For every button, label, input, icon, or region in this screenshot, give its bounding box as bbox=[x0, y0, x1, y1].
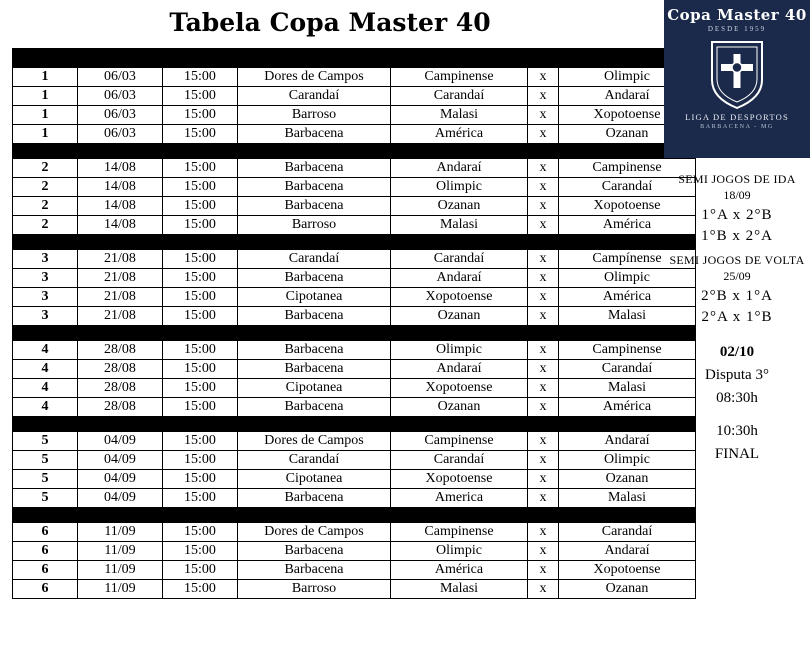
final-time: 10:30h bbox=[716, 423, 758, 439]
cell-visitante: Campínense bbox=[559, 250, 696, 269]
column-header-data: Data bbox=[78, 49, 163, 68]
table-row bbox=[13, 470, 696, 489]
column-header-hora: Hora bbox=[163, 49, 238, 68]
table-row bbox=[13, 561, 696, 580]
cell-mandante: Carandaí bbox=[391, 87, 528, 106]
cell-rodada: 3 bbox=[13, 250, 78, 269]
cell-x: x bbox=[528, 159, 559, 178]
cell-x: x bbox=[528, 106, 559, 125]
semifinal-ida-match-2: 1°B x 2°A bbox=[701, 228, 773, 244]
cell-local: Barbacena bbox=[238, 269, 391, 288]
cell-hora: 15:00 bbox=[163, 523, 238, 542]
cell-mandante: Campinense bbox=[391, 68, 528, 87]
playoffs-panel bbox=[664, 164, 810, 463]
cell-hora: 15:00 bbox=[163, 542, 238, 561]
cell-x: x bbox=[528, 580, 559, 599]
cell-hora: 15:00 bbox=[163, 470, 238, 489]
cell-local: Carandaí bbox=[238, 87, 391, 106]
cell-mandante: Malasi bbox=[391, 580, 528, 599]
cell-mandante: Andaraí bbox=[391, 269, 528, 288]
cell-visitante: Ozanan bbox=[559, 580, 696, 599]
cell-visitante: Ozanan bbox=[559, 470, 696, 489]
cell-rodada: 4 bbox=[13, 398, 78, 417]
cell-local: Carandaí bbox=[238, 451, 391, 470]
cell-data: 14/08 bbox=[78, 216, 163, 235]
cell-hora: 15:00 bbox=[163, 197, 238, 216]
cell-x: x bbox=[528, 542, 559, 561]
table-row bbox=[13, 523, 696, 542]
cell-mandante: América bbox=[391, 125, 528, 144]
cell-x: x bbox=[528, 341, 559, 360]
cell-local: Barbacena bbox=[238, 159, 391, 178]
group-separator-cell bbox=[13, 235, 696, 250]
cell-hora: 15:00 bbox=[163, 288, 238, 307]
logo-league: LIGA DE DESPORTOS bbox=[685, 112, 789, 122]
third-place-label: Disputa 3° bbox=[705, 367, 769, 383]
cell-data: 04/09 bbox=[78, 432, 163, 451]
cell-hora: 15:00 bbox=[163, 159, 238, 178]
cell-hora: 15:00 bbox=[163, 432, 238, 451]
cell-visitante: Malasi bbox=[559, 379, 696, 398]
semifinal-ida-date: 18/09 bbox=[723, 188, 751, 202]
cell-hora: 15:00 bbox=[163, 178, 238, 197]
cell-x: x bbox=[528, 68, 559, 87]
schedule-table bbox=[12, 48, 696, 599]
group-separator-cell bbox=[13, 144, 696, 159]
cell-local: Barbacena bbox=[238, 125, 391, 144]
cell-visitante: Campinense bbox=[559, 341, 696, 360]
cell-rodada: 2 bbox=[13, 159, 78, 178]
cell-data: 21/08 bbox=[78, 307, 163, 326]
semifinal-ida-title: SEMI JOGOS DE IDA bbox=[678, 172, 796, 186]
cell-mandante: Xopotoense bbox=[391, 470, 528, 489]
table-row bbox=[13, 288, 696, 307]
cell-visitante: Xopotoense bbox=[559, 106, 696, 125]
cell-x: x bbox=[528, 561, 559, 580]
group-separator bbox=[13, 417, 696, 432]
cell-mandante: Malasi bbox=[391, 216, 528, 235]
table-row bbox=[13, 125, 696, 144]
cell-local: Dores de Campos bbox=[238, 432, 391, 451]
cell-x: x bbox=[528, 360, 559, 379]
cell-local: Cipotanea bbox=[238, 288, 391, 307]
cell-local: Barbacena bbox=[238, 341, 391, 360]
cell-visitante: Olimpic bbox=[559, 68, 696, 87]
table-row bbox=[13, 307, 696, 326]
cell-data: 28/08 bbox=[78, 360, 163, 379]
cell-visitante: Campinense bbox=[559, 159, 696, 178]
group-separator bbox=[13, 326, 696, 341]
cell-hora: 15:00 bbox=[163, 379, 238, 398]
cell-visitante: Carandaí bbox=[559, 523, 696, 542]
cell-local: Barbacena bbox=[238, 489, 391, 508]
page-title: Tabela Copa Master 40 bbox=[169, 8, 491, 37]
column-header-x: x bbox=[528, 49, 559, 68]
cell-rodada: 5 bbox=[13, 432, 78, 451]
logo-city: BARBACENA - MG bbox=[700, 124, 774, 130]
cell-local: Barbacena bbox=[238, 398, 391, 417]
cell-local: Barbacena bbox=[238, 307, 391, 326]
table-row bbox=[13, 178, 696, 197]
cell-x: x bbox=[528, 197, 559, 216]
cell-mandante: Ozanan bbox=[391, 307, 528, 326]
cell-data: 06/03 bbox=[78, 87, 163, 106]
cell-x: x bbox=[528, 523, 559, 542]
cell-mandante: America bbox=[391, 489, 528, 508]
table-row bbox=[13, 398, 696, 417]
cell-data: 06/03 bbox=[78, 68, 163, 87]
crest-icon bbox=[706, 36, 768, 110]
cell-data: 14/08 bbox=[78, 178, 163, 197]
cell-mandante: Andaraí bbox=[391, 360, 528, 379]
cell-data: 28/08 bbox=[78, 341, 163, 360]
cell-visitante: Ozanan bbox=[559, 125, 696, 144]
table-row bbox=[13, 68, 696, 87]
cell-data: 04/09 bbox=[78, 489, 163, 508]
cell-x: x bbox=[528, 489, 559, 508]
cell-local: Barbacena bbox=[238, 360, 391, 379]
column-header-mandante: Mandante bbox=[391, 49, 528, 68]
cell-hora: 15:00 bbox=[163, 398, 238, 417]
cell-rodada: 4 bbox=[13, 360, 78, 379]
cell-data: 11/09 bbox=[78, 561, 163, 580]
cell-rodada: 1 bbox=[13, 68, 78, 87]
cell-visitante: Olimpic bbox=[559, 269, 696, 288]
cell-local: Cipotanea bbox=[238, 379, 391, 398]
cell-data: 28/08 bbox=[78, 398, 163, 417]
cell-hora: 15:00 bbox=[163, 269, 238, 288]
cell-x: x bbox=[528, 451, 559, 470]
cell-data: 21/08 bbox=[78, 288, 163, 307]
cell-data: 06/03 bbox=[78, 125, 163, 144]
cell-rodada: 4 bbox=[13, 379, 78, 398]
table-row bbox=[13, 580, 696, 599]
column-header-visitante: Visitante bbox=[559, 49, 696, 68]
cell-mandante: Ozanan bbox=[391, 197, 528, 216]
cell-x: x bbox=[528, 216, 559, 235]
table-row bbox=[13, 542, 696, 561]
cell-data: 04/09 bbox=[78, 451, 163, 470]
group-separator bbox=[13, 508, 696, 523]
cell-mandante: Andaraí bbox=[391, 159, 528, 178]
cell-hora: 15:00 bbox=[163, 125, 238, 144]
cell-local: Barroso bbox=[238, 580, 391, 599]
final-label: FINAL bbox=[714, 446, 760, 462]
cell-visitante: América bbox=[559, 216, 696, 235]
cell-rodada: 2 bbox=[13, 197, 78, 216]
schedule-table-container bbox=[12, 48, 660, 599]
table-row bbox=[13, 250, 696, 269]
cell-local: Barbacena bbox=[238, 542, 391, 561]
cell-x: x bbox=[528, 398, 559, 417]
table-row bbox=[13, 216, 696, 235]
cell-data: 14/08 bbox=[78, 159, 163, 178]
cell-hora: 15:00 bbox=[163, 216, 238, 235]
cell-x: x bbox=[528, 250, 559, 269]
group-separator bbox=[13, 235, 696, 250]
table-row bbox=[13, 197, 696, 216]
cell-hora: 15:00 bbox=[163, 341, 238, 360]
table-header-row bbox=[13, 49, 696, 68]
cell-data: 11/09 bbox=[78, 580, 163, 599]
cell-data: 21/08 bbox=[78, 250, 163, 269]
competition-logo bbox=[664, 0, 810, 158]
cell-x: x bbox=[528, 288, 559, 307]
cell-rodada: 6 bbox=[13, 542, 78, 561]
cell-mandante: Campinense bbox=[391, 523, 528, 542]
cell-hora: 15:00 bbox=[163, 307, 238, 326]
cell-rodada: 3 bbox=[13, 288, 78, 307]
cell-x: x bbox=[528, 432, 559, 451]
cell-rodada: 6 bbox=[13, 580, 78, 599]
cell-data: 21/08 bbox=[78, 269, 163, 288]
cell-rodada: 1 bbox=[13, 125, 78, 144]
cell-visitante: Carandaí bbox=[559, 360, 696, 379]
group-separator-cell bbox=[13, 417, 696, 432]
cell-mandante: Carandaí bbox=[391, 451, 528, 470]
cell-hora: 15:00 bbox=[163, 489, 238, 508]
table-row bbox=[13, 159, 696, 178]
cell-local: Carandaí bbox=[238, 250, 391, 269]
cell-mandante: Carandaí bbox=[391, 250, 528, 269]
semifinal-volta-match-1: 2°B x 1°A bbox=[701, 288, 773, 304]
cell-x: x bbox=[528, 470, 559, 489]
cell-rodada: 5 bbox=[13, 451, 78, 470]
cell-local: Cipotanea bbox=[238, 470, 391, 489]
cell-x: x bbox=[528, 125, 559, 144]
logo-title: Copa Master 40 bbox=[667, 6, 807, 24]
final-date: 02/10 bbox=[719, 344, 755, 360]
cell-hora: 15:00 bbox=[163, 561, 238, 580]
cell-x: x bbox=[528, 307, 559, 326]
table-row bbox=[13, 106, 696, 125]
cell-local: Barroso bbox=[238, 106, 391, 125]
cell-x: x bbox=[528, 178, 559, 197]
table-row bbox=[13, 451, 696, 470]
cell-data: 04/09 bbox=[78, 470, 163, 489]
cell-visitante: Andaraí bbox=[559, 87, 696, 106]
group-separator-cell bbox=[13, 326, 696, 341]
semifinal-volta-date: 25/09 bbox=[723, 269, 751, 283]
cell-rodada: 4 bbox=[13, 341, 78, 360]
cell-data: 06/03 bbox=[78, 106, 163, 125]
cell-x: x bbox=[528, 87, 559, 106]
cell-local: Dores de Campos bbox=[238, 523, 391, 542]
cell-hora: 15:00 bbox=[163, 250, 238, 269]
cell-mandante: Olimpic bbox=[391, 178, 528, 197]
cell-local: Barroso bbox=[238, 216, 391, 235]
cell-hora: 15:00 bbox=[163, 451, 238, 470]
cell-data: 14/08 bbox=[78, 197, 163, 216]
cell-mandante: Olimpic bbox=[391, 542, 528, 561]
cell-mandante: Ozanan bbox=[391, 398, 528, 417]
cell-local: Barbacena bbox=[238, 178, 391, 197]
semifinal-ida-match-1: 1°A x 2°B bbox=[701, 207, 773, 223]
cell-x: x bbox=[528, 269, 559, 288]
group-separator-cell bbox=[13, 508, 696, 523]
cell-rodada: 6 bbox=[13, 561, 78, 580]
table-row bbox=[13, 87, 696, 106]
cell-x: x bbox=[528, 379, 559, 398]
table-row bbox=[13, 432, 696, 451]
column-header-rodada: Rodada bbox=[13, 49, 78, 68]
cell-rodada: 6 bbox=[13, 523, 78, 542]
cell-local: Barbacena bbox=[238, 197, 391, 216]
cell-visitante: Andaraí bbox=[559, 432, 696, 451]
table-row bbox=[13, 341, 696, 360]
cell-visitante: Xopotoense bbox=[559, 561, 696, 580]
cell-hora: 15:00 bbox=[163, 68, 238, 87]
cell-visitante: Andaraí bbox=[559, 542, 696, 561]
cell-rodada: 3 bbox=[13, 269, 78, 288]
third-place-time: 08:30h bbox=[716, 390, 758, 406]
cell-rodada: 1 bbox=[13, 87, 78, 106]
table-row bbox=[13, 360, 696, 379]
cell-mandante: Xopotoense bbox=[391, 288, 528, 307]
cell-data: 11/09 bbox=[78, 542, 163, 561]
cell-data: 28/08 bbox=[78, 379, 163, 398]
cell-rodada: 1 bbox=[13, 106, 78, 125]
cell-mandante: América bbox=[391, 561, 528, 580]
cell-rodada: 2 bbox=[13, 178, 78, 197]
table-row bbox=[13, 269, 696, 288]
cell-visitante: América bbox=[559, 398, 696, 417]
logo-subtitle: DESDE 1959 bbox=[707, 25, 767, 33]
cell-visitante: América bbox=[559, 288, 696, 307]
cell-visitante: Malasi bbox=[559, 489, 696, 508]
cell-visitante: Olimpic bbox=[559, 451, 696, 470]
table-row bbox=[13, 379, 696, 398]
cell-rodada: 5 bbox=[13, 470, 78, 489]
cell-data: 11/09 bbox=[78, 523, 163, 542]
group-separator bbox=[13, 144, 696, 159]
cell-hora: 15:00 bbox=[163, 580, 238, 599]
cell-mandante: Malasi bbox=[391, 106, 528, 125]
semifinal-volta-match-2: 2°A x 1°B bbox=[701, 309, 773, 325]
cell-hora: 15:00 bbox=[163, 87, 238, 106]
cell-visitante: Xopotoense bbox=[559, 197, 696, 216]
cell-rodada: 5 bbox=[13, 489, 78, 508]
cell-mandante: Xopotoense bbox=[391, 379, 528, 398]
cell-mandante: Campinense bbox=[391, 432, 528, 451]
cell-visitante: Carandaí bbox=[559, 178, 696, 197]
cell-visitante: Malasi bbox=[559, 307, 696, 326]
cell-hora: 15:00 bbox=[163, 106, 238, 125]
cell-hora: 15:00 bbox=[163, 360, 238, 379]
table-row bbox=[13, 489, 696, 508]
cell-rodada: 2 bbox=[13, 216, 78, 235]
cell-local: Barbacena bbox=[238, 561, 391, 580]
cell-mandante: Olimpic bbox=[391, 341, 528, 360]
semifinal-volta-title: SEMI JOGOS DE VOLTA bbox=[669, 253, 805, 267]
cell-local: Dores de Campos bbox=[238, 68, 391, 87]
cell-rodada: 3 bbox=[13, 307, 78, 326]
column-header-local: Local bbox=[238, 49, 391, 68]
